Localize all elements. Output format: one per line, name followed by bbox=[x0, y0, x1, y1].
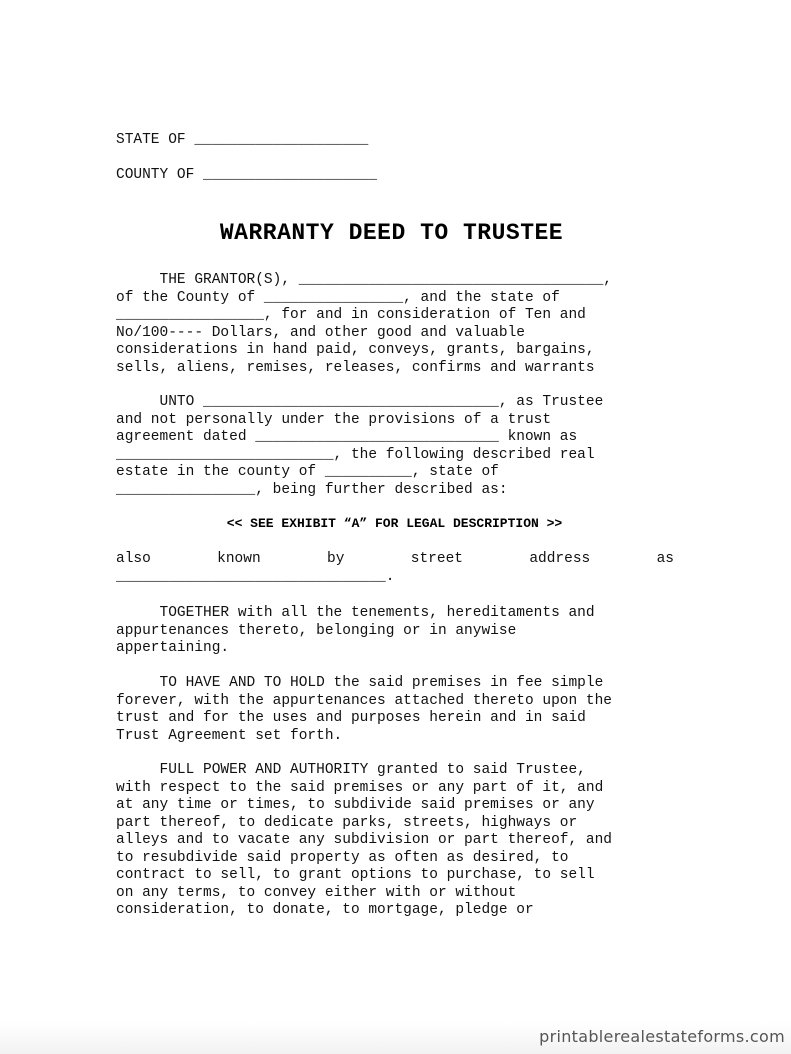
paragraph-line: on any terms, to convey either with or without bbox=[116, 884, 517, 901]
paragraph-line: _________________, for and in consideration of Ten and bbox=[116, 307, 586, 323]
address-word: known bbox=[217, 551, 261, 567]
paragraph-line: agreement dated ____________________________ known as bbox=[116, 429, 578, 445]
address-word: address bbox=[529, 551, 591, 567]
paragraph-line: consideration, to donate, to mortgage, pledge or bbox=[116, 902, 534, 918]
paragraph-line: Trust Agreement set forth. bbox=[116, 727, 343, 744]
address-justified-line bbox=[116, 551, 674, 569]
address-word: street bbox=[410, 551, 463, 567]
address-word: as bbox=[656, 551, 674, 567]
paragraph-line: alleys and to vacate any subdivision or part thereof, and bbox=[116, 832, 612, 848]
paragraph-line: trust and for the uses and purposes herein and in said bbox=[116, 710, 586, 726]
paragraph-line: contract to sell, to grant options to purchase, to sell bbox=[116, 867, 595, 883]
paragraph-line: appurtenances thereto, belonging or in anywise bbox=[116, 622, 517, 639]
paragraph-line: part thereof, to dedicate parks, streets, highways or bbox=[116, 814, 578, 831]
state-line: STATE OF ____________________ bbox=[116, 132, 369, 148]
paragraph-line: THE GRANTOR(S), ___________________________________, bbox=[116, 272, 612, 288]
paragraph-line: considerations in hand paid, conveys, grants, bargains, bbox=[116, 342, 595, 358]
paragraph-line: to resubdivide said property as often as desired, to bbox=[116, 849, 569, 866]
paragraph-line: TOGETHER with all the tenements, hereditaments and bbox=[116, 605, 595, 621]
address-blank-line: _______________________________. bbox=[116, 568, 395, 585]
address-word: also bbox=[116, 551, 151, 567]
paragraph-line: of the County of ________________, and the state of bbox=[116, 289, 560, 306]
paragraph-line: ________________, being further described as: bbox=[116, 481, 508, 498]
paragraph-line: _________________________, the following described real bbox=[116, 446, 595, 463]
paragraph-line: FULL POWER AND AUTHORITY granted to said Trustee, bbox=[116, 762, 586, 778]
paragraph-line: at any time or times, to subdivide said premises or any bbox=[116, 797, 595, 813]
paragraph-line: and not personally under the provisions of a trust bbox=[116, 411, 552, 428]
footer-watermark: printablerealestateforms.com bbox=[539, 1027, 785, 1046]
paragraph-line: forever, with the appurtenances attached thereto upon the bbox=[116, 692, 612, 709]
paragraph-line: sells, aliens, remises, releases, confirms and warrants bbox=[116, 359, 595, 376]
paragraph-line: No/100---- Dollars, and other good and valuable bbox=[116, 324, 525, 341]
document-title: WARRANTY DEED TO TRUSTEE bbox=[219, 220, 564, 246]
exhibit-reference: << SEE EXHIBIT “A” FOR LEGAL DESCRIPTION >> bbox=[226, 516, 563, 531]
address-word: by bbox=[327, 551, 345, 567]
paragraph-line: with respect to the said premises or any part of it, and bbox=[116, 779, 604, 796]
county-line: COUNTY OF ____________________ bbox=[116, 167, 378, 183]
paragraph-line: TO HAVE AND TO HOLD the said premises in fee simple bbox=[116, 675, 604, 691]
paragraph-line: UNTO __________________________________, as Trustee bbox=[116, 394, 604, 410]
paragraph-line: estate in the county of __________, state of bbox=[116, 464, 499, 480]
paragraph-line: appertaining. bbox=[116, 640, 230, 656]
